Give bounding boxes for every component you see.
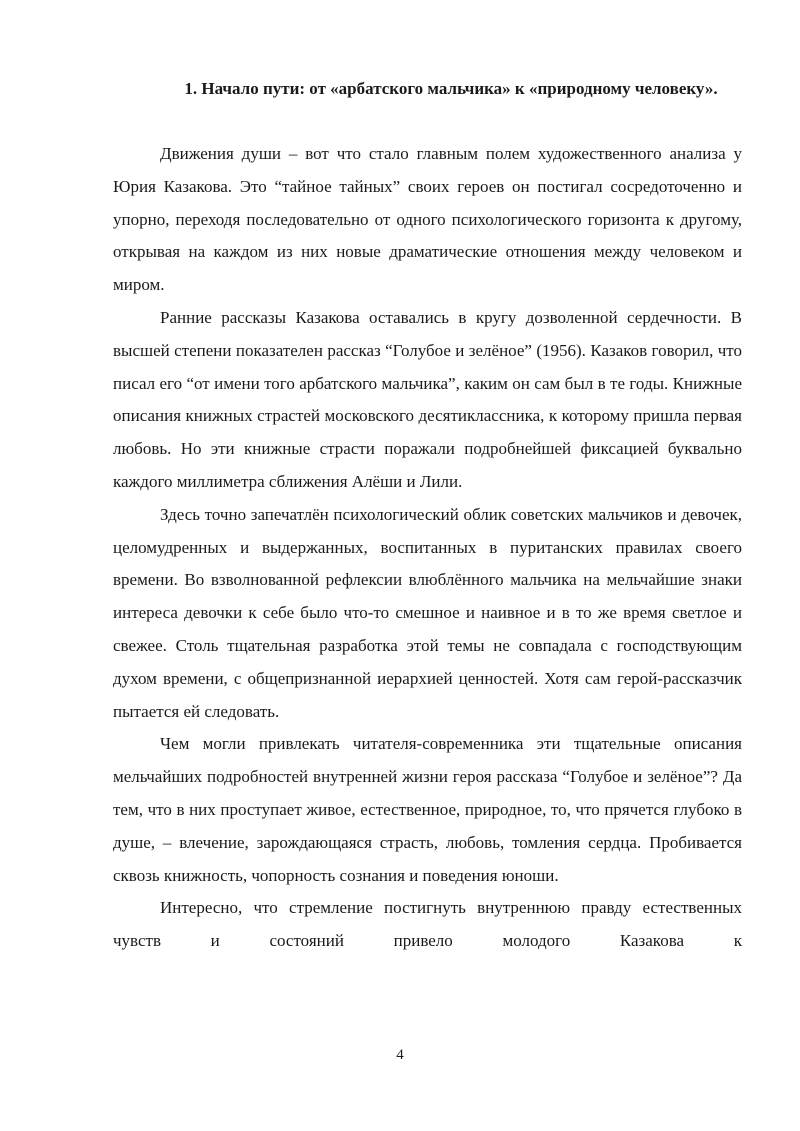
section-heading: 1. Начало пути: от «арбатского мальчика» к «природному человеку». (184, 79, 718, 98)
paragraph: Ранние рассказы Казакова оставались в кругу дозволенной сердечности. В высшей степени показателен рассказ “Голубое и зелёное” (1956). Казаков говорил, что писал его “от имени того арбатского мальчика”, каким он сам был в те годы. Книжные описания книжных страстей московского десятиклассника, к которому пришла первая любовь. Но эти книжные страсти поражали подробнейшей фиксацией буквально каждого миллиметра сближения Алёши и Лили. (113, 307, 742, 491)
paragraph: Интересно, что стремление постигнуть внутреннюю правду естественных чувств и состояний привело молодого Казакова к (113, 898, 742, 951)
page-number: 4 (396, 1047, 404, 1063)
paragraph: Чем могли привлекать читателя-современника эти тщательные описания мельчайших подробностей внутренней жизни героя рассказа “Голубое и зелёное”? Да тем, что в них проступает живое, естественное, природное, то, что прячется глубоко в душе, – влечение, зарождающаяся страсть, любовь, томления сердца. Пробивается сквозь книжность, чопорность сознания и поведения юноши. (113, 734, 742, 885)
body-text (113, 138, 742, 958)
paragraph: Движения души – вот что стало главным полем художественного анализа у Юрия Казакова. Это “тайное тайных” своих героев он постигал сосредоточенно и упорно, переходя последовательно от одного психологического горизонта к другому, открывая на каждом из них новые драматические отношения между человеком и миром. (113, 144, 742, 295)
paragraph: Здесь точно запечатлён психологический облик советских мальчиков и девочек, целомудренных и выдержанных, воспитанных в пуританских правилах своего времени. Во взволнованной рефлексии влюблённого мальчика на мельчайшие знаки интереса девочки к себе было что-то смешное и наивное и в то же время светлое и свежее. Столь тщательная разработка этой темы не совпадала с господствующим духом времени, с общепризнанной иерархией ценностей. Хотя сам герой-рассказчик пытается ей следовать. (113, 504, 742, 721)
